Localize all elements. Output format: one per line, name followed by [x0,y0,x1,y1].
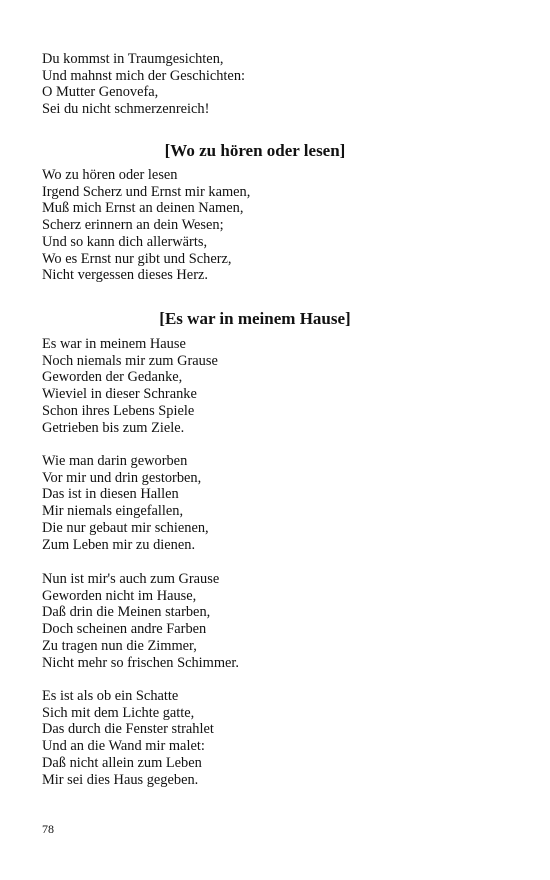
verse-line: Sei du nicht schmerzenreich! [42,101,210,118]
poem-title-es-war-in-meinem-hause: [Es war in meinem Hause] [159,309,351,328]
verse-line: Zu tragen nun die Zimmer, [42,637,197,654]
verse-line: Es war in meinem Hause [42,336,186,352]
verse-line: Und mahnst mich der Geschichten: [42,67,246,84]
verse-line: Es ist als ob ein Schatte [42,688,179,704]
verse-line: Sich mit dem Lichte gatte, [42,704,195,721]
verse-line: Zum Leben mir zu dienen. [42,536,196,553]
stanza-genovefa-ending [42,51,512,118]
verse-line: Mir sei dies Haus gegeben. [42,771,199,788]
verse-line: Wo es Ernst nur gibt und Scherz, [42,250,232,267]
stanza-hause-2 [42,453,512,553]
verse-line: Mir niemals eingefallen, [42,503,184,520]
verse-line: O Mutter Genovefa, [42,84,159,101]
stanza-hause-1 [42,336,512,436]
poem-title-wo-zu-hoeren: [Wo zu hören oder lesen] [164,141,346,160]
verse-line: Geworden nicht im Hause, [42,587,197,604]
verse-line: Und an die Wand mir malet: [42,738,205,755]
verse-line: Getrieben bis zum Ziele. [42,419,185,436]
verse-line: Das durch die Fenster strahlet [42,721,214,738]
verse-line: Daß nicht allein zum Leben [42,754,202,771]
verse-line: Nicht vergessen dieses Herz. [42,267,208,284]
verse-line: Noch niemals mir zum Grause [42,352,218,369]
verse-line: Geworden der Gedanke, [42,369,183,386]
verse-line: Wie man darin geworben [42,453,188,469]
verse-line: Irgend Scherz und Ernst mir kamen, [42,183,251,200]
stanza-hause-3 [42,571,512,671]
verse-line: Wieviel in dieser Schranke [42,386,197,403]
verse-line: Muß mich Ernst an deinen Namen, [42,200,244,217]
verse-line: Die nur gebaut mir schienen, [42,519,209,536]
verse-line: Das ist in diesen Hallen [42,486,179,503]
verse-line: Vor mir und drin gestorben, [42,469,202,486]
verse-line: Nun ist mir's auch zum Grause [42,571,220,587]
verse-line: Du kommst in Traumgesichten, [42,51,224,67]
verse-line: Nicht mehr so frischen Schimmer. [42,654,240,671]
verse-line: Scherz erinnern an dein Wesen; [42,217,224,234]
verse-line: Doch scheinen andre Farben [42,621,207,638]
verse-line: Schon ihres Lebens Spiele [42,402,195,419]
stanza-hause-4 [42,688,512,788]
stanza-wo-zu-hoeren [42,167,512,284]
verse-line: Daß drin die Meinen starben, [42,604,211,621]
page-number: 78 [42,822,54,836]
verse-line: Wo zu hören oder lesen [42,167,178,183]
verse-line: Und so kann dich allerwärts, [42,233,208,250]
